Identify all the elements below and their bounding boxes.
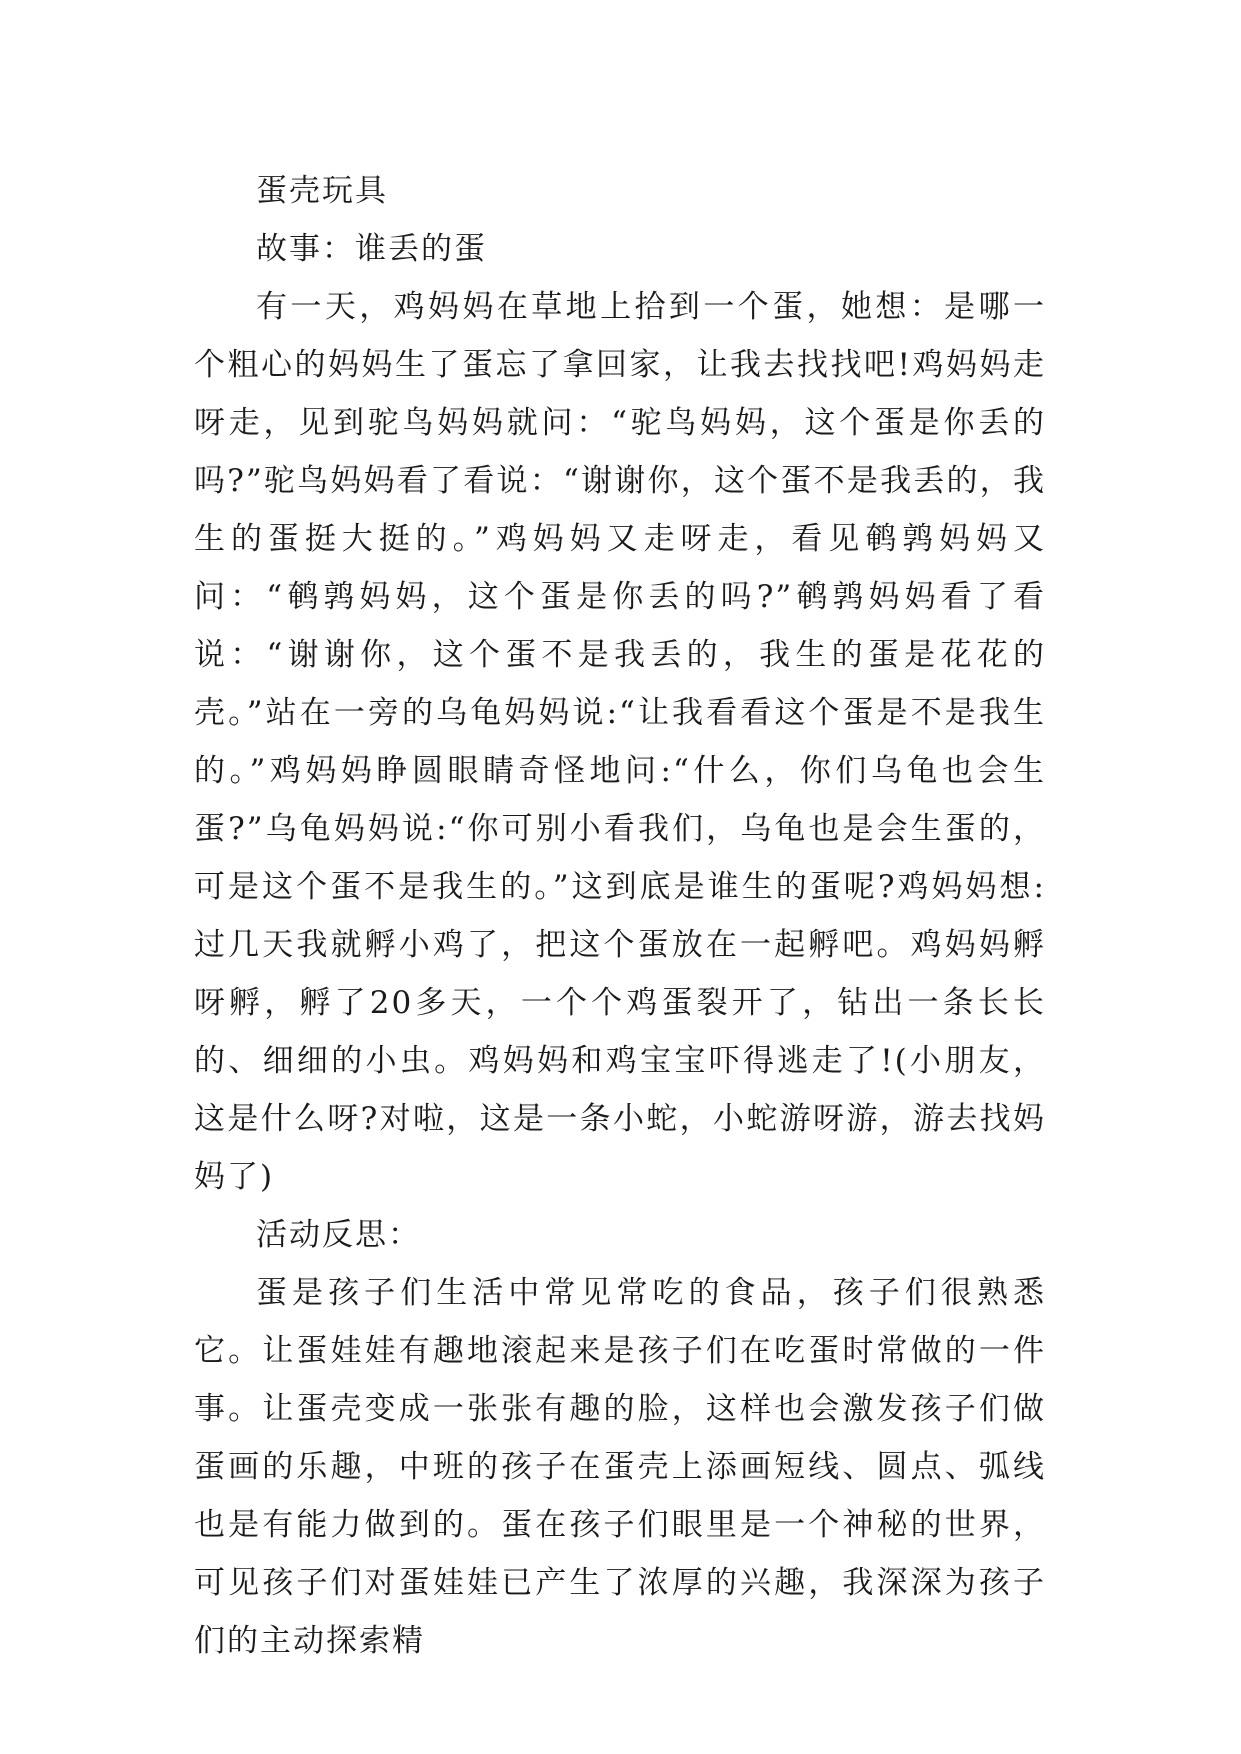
story-heading: 故事：谁丢的蛋: [256, 231, 487, 267]
document-title: 蛋壳玩具: [256, 173, 388, 209]
reflection-heading: 活动反思：: [256, 1217, 421, 1253]
reflection-paragraph: 蛋是孩子们生活中常见常吃的食品，孩子们很熟悉它。让蛋娃娃有趣地滚起来是孩子们在吃蛋时常做的一件事。让蛋壳变成一张张有趣的脸，这样也会激发孩子们做蛋画的乐趣，中班的孩子在蛋壳上添画短线、圆点、弧线也是有能力做到的。蛋在孩子们眼里是一个神秘的世界，可见孩子们对蛋娃娃已产生了浓厚的兴趣，我深深为孩子们的主动探索精: [194, 1275, 1046, 1659]
story-paragraph: 有一天，鸡妈妈在草地上拾到一个蛋，她想：是哪一个粗心的妈妈生了蛋忘了拿回家，让我去找找吧!鸡妈妈走呀走，见到驼鸟妈妈就问：“驼鸟妈妈，这个蛋是你丢的吗?”驼鸟妈妈看了看说：“谢谢你，这个蛋不是我丢的，我生的蛋挺大挺的。”鸡妈妈又走呀走，看见鹌鹑妈妈又问：“鹌鹑妈妈，这个蛋是你丢的吗?”鹌鹑妈妈看了看说：“谢谢你，这个蛋不是我丢的，我生的蛋是花花的壳。”站在一旁的乌龟妈妈说:“让我看看这个蛋是不是我生的。”鸡妈妈睁圆眼睛奇怪地问:“什么，你们乌龟也会生蛋?”乌龟妈妈说:“你可别小看我们，乌龟也是会生蛋的，可是这个蛋不是我生的。”这到底是谁生的蛋呢?鸡妈妈想:过几天我就孵小鸡了，把这个蛋放在一起孵吧。鸡妈妈孵呀孵，孵了20多天，一个个鸡蛋裂开了，钻出一条长长的、细细的小虫。鸡妈妈和鸡宝宝吓得逃走了!(小朋友，这是什么呀?对啦，这是一条小蛇，小蛇游呀游，游去找妈妈了): [194, 289, 1046, 1195]
document-body: [194, 162, 1046, 1670]
